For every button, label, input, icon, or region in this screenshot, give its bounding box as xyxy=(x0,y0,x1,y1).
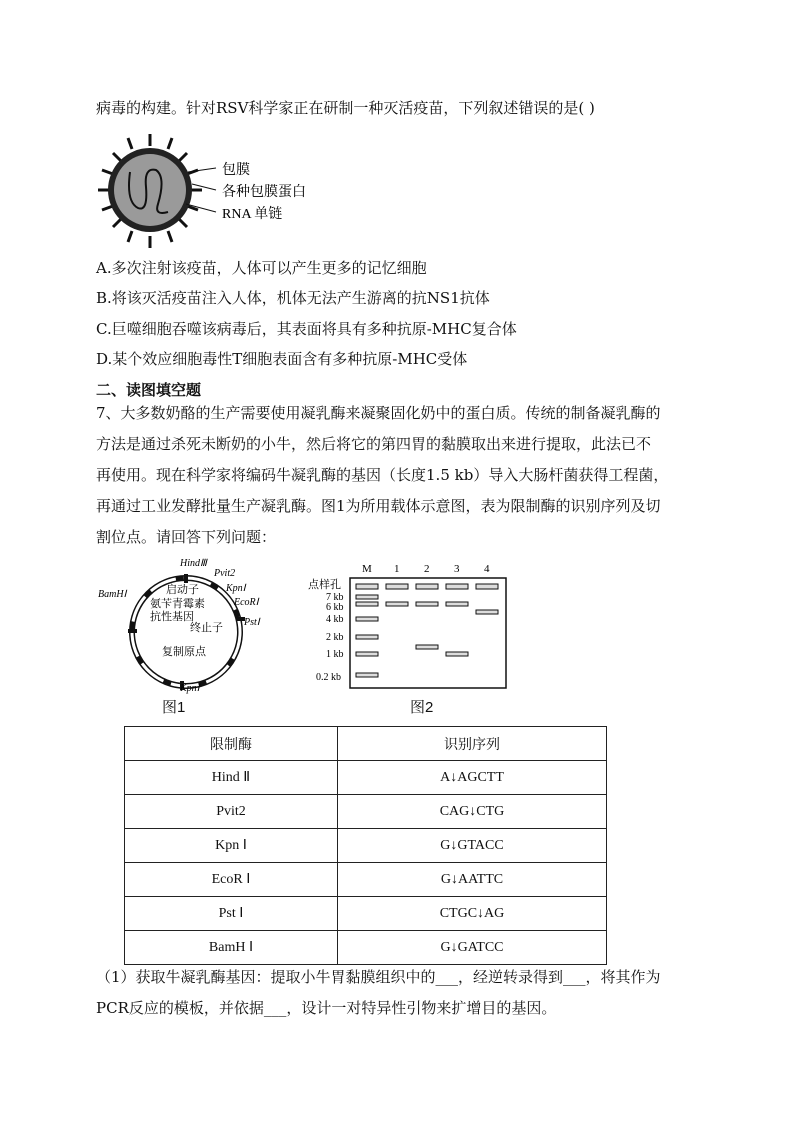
site-pst: PstⅠ xyxy=(244,617,260,628)
cell-sequence: G↓GTACC xyxy=(338,829,607,863)
option-b: B.将该灭活疫苗注入人体，机体无法产生游离的抗NS1抗体 xyxy=(96,289,490,307)
label-envelope-proteins: 各种包膜蛋白 xyxy=(222,185,306,200)
label-7kb: 7 kb xyxy=(326,592,344,603)
cell-enzyme: BamH Ⅰ xyxy=(125,931,338,965)
q7-line-4: 再通过工业发酵批量生产凝乳酶。图1为所用载体示意图，表为限制酶的识别序列及切 xyxy=(96,497,661,515)
enzyme-table xyxy=(124,726,607,965)
sub1-line-2: PCR反应的模板，并依据___，设计一对特异性引物来扩增目的基因。 xyxy=(96,999,557,1017)
lane-2: 2 xyxy=(424,563,430,575)
q7-line-5: 割位点。请回答下列问题： xyxy=(96,528,277,546)
lane-3: 3 xyxy=(454,563,460,575)
fig1-caption: 图1 xyxy=(162,699,186,716)
header-enzyme: 限制酶 xyxy=(125,727,338,761)
lane-4: 4 xyxy=(484,563,490,575)
q6-stem: 病毒的构建。针对RSV科学家正在研制一种灭活疫苗，下列叙述错误的是( ) xyxy=(96,99,595,117)
label-1kb: 1 kb xyxy=(326,649,344,660)
header-sequence: 识别序列 xyxy=(338,727,607,761)
cell-sequence: G↓AATTC xyxy=(338,863,607,897)
site-hind: HindⅢ xyxy=(180,558,207,569)
cell-sequence: A↓AGCTT xyxy=(338,761,607,795)
option-d: D.某个效应细胞毒性T细胞表面含有多种抗原-MHC受体 xyxy=(96,350,468,368)
label-6kb: 6 kb xyxy=(326,602,344,613)
label-amp-2: 抗性基因 xyxy=(150,611,194,623)
table-row xyxy=(125,829,607,863)
lane-1: 1 xyxy=(394,563,400,575)
site-bamh: BamHⅠ xyxy=(98,589,127,600)
fig2-caption: 图2 xyxy=(410,699,434,716)
label-0.2kb: 0.2 kb xyxy=(316,672,341,683)
label-4kb: 4 kb xyxy=(326,614,344,625)
cell-enzyme: EcoR Ⅰ xyxy=(125,863,338,897)
sub1-line-1: （1）获取牛凝乳酶基因：提取小牛胃黏膜组织中的___，经逆转录得到___，将其作为 xyxy=(96,968,661,986)
table-row xyxy=(125,761,607,795)
section-title: 二、读图填空题 xyxy=(96,381,202,399)
option-c: C.巨噬细胞吞噬该病毒后，其表面将具有多种抗原-MHC复合体 xyxy=(96,320,517,338)
table-row xyxy=(125,795,607,829)
cell-sequence: CAG↓CTG xyxy=(338,795,607,829)
q7-line-2: 方法是通过杀死未断奶的小牛，然后将它的第四胃的黏膜取出来进行提取，此法已不 xyxy=(96,435,652,453)
table-row xyxy=(125,931,607,965)
cell-sequence: CTGC↓AG xyxy=(338,897,607,931)
label-terminator: 终止子 xyxy=(190,622,223,634)
label-ori: 复制原点 xyxy=(162,646,206,658)
table-row xyxy=(125,863,607,897)
cell-enzyme: Pst Ⅰ xyxy=(125,897,338,931)
label-well: 点样孔 xyxy=(308,579,341,591)
lane-m: M xyxy=(362,563,372,575)
label-amp-1: 氨苄青霉素 xyxy=(150,598,205,610)
label-envelope: 包膜 xyxy=(222,163,250,178)
option-a: A.多次注射该疫苗，人体可以产生更多的记忆细胞 xyxy=(96,259,427,277)
cell-enzyme: Kpn Ⅰ xyxy=(125,829,338,863)
cell-sequence: G↓GATCC xyxy=(338,931,607,965)
plasmid-figure xyxy=(96,555,266,695)
site-kpn-bottom: KpnⅠ xyxy=(180,683,200,694)
q7-line-1: 7、大多数奶酪的生产需要使用凝乳酶来凝聚固化奶中的蛋白质。传统的制备凝乳酶的 xyxy=(96,404,661,422)
label-promoter: 启动子 xyxy=(166,584,199,596)
q7-line-3: 再使用。现在科学家将编码牛凝乳酶的基因（长度1.5 kb）导入大肠杆菌获得工程菌， xyxy=(96,466,669,484)
gel-figure xyxy=(306,560,522,690)
site-kpn-top: KpnⅠ xyxy=(226,583,246,594)
label-rna: RNA 单链 xyxy=(222,207,283,222)
cell-enzyme: Pvit2 xyxy=(125,795,338,829)
site-ecor: EcoRⅠ xyxy=(234,597,259,608)
site-pvit: Pvit2 xyxy=(214,568,236,579)
virus-figure xyxy=(96,132,336,250)
cell-enzyme: Hind Ⅱ xyxy=(125,761,338,795)
table-header-row xyxy=(125,727,607,761)
table-row xyxy=(125,897,607,931)
label-2kb: 2 kb xyxy=(326,632,344,643)
